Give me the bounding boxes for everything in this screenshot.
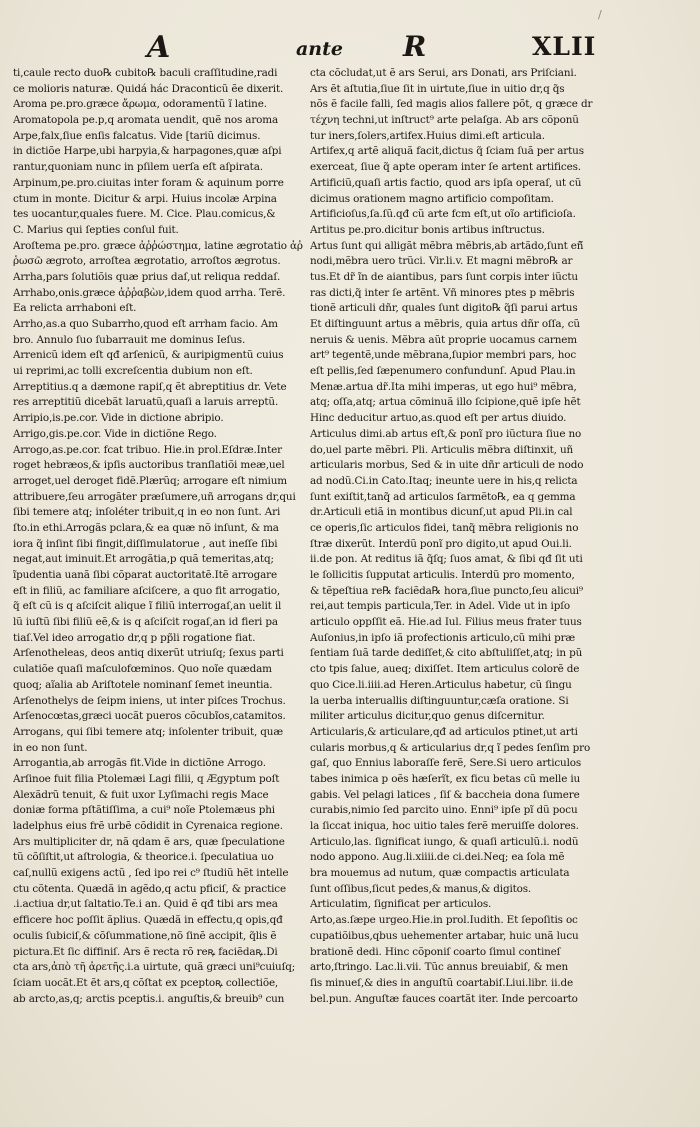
text-line: la ſiccat iniqua, hoc uitio tales ferẽ meruiſſe dolores.: [310, 820, 579, 832]
text-line: doniæ forma pſtãtiſſima, a cui⁹ noĩe Ptolemæus phi: [13, 804, 275, 817]
text-line: Arrogo,as.pe.cor. fcat tribuo. Hie.in prol.Eſdræ.Inter: [13, 443, 282, 456]
text-line: negat,aut iminuit.Et arrogãtia,p quã temeritas,atq;: [13, 553, 274, 566]
text-line: ſto.in ethi.Arrogãs pclara,& ea quæ nõ inſunt, & ma: [13, 521, 279, 534]
left-text-column: [13, 66, 305, 1007]
text-line: Artifex,q artẽ aliquã facit,dictus q̃ ſciam ſuã per artus: [310, 145, 584, 158]
text-line: tus.Et dr̃ ĩn de aiantibus, pars ſunt corpis inter iũctu: [310, 270, 578, 283]
right-text-column: [310, 66, 602, 1007]
text-line: neruis & uenis. Mẽbra aũt proprie uocamus carnem: [310, 333, 577, 346]
text-line: Arrigo,gis.pe.cor. Vide in dictiõne Rego.: [13, 427, 217, 440]
text-line: cta cõcludat,ut ẽ ars Serui, ars Donati, ars Priſciani.: [310, 67, 577, 79]
text-line: Arrogantia,ab arrogãs fit.Vide in dictiõne Arrogo.: [13, 757, 266, 770]
text-line: ab arcto,as,q; arctis pceptis.i. anguſtis,& breuib⁹ cun: [13, 992, 285, 1005]
header-left-letter: A: [147, 30, 171, 65]
text-line: Arpe,falx,ſiue enſis falcatus. Vide [tariũ dicimus.: [13, 129, 261, 142]
text-line: Auſonius,in ipſo iã profectionis articulo,cũ mihi præ: [310, 631, 576, 644]
text-line: tur iners,ſolers,artifex.Huius dimi.eſt articula.: [310, 129, 545, 142]
header-right-letter: R: [403, 30, 427, 63]
text-line: nõs ẽ facile falli, ſed magis alios fallere põt, q græce dr: [310, 98, 593, 111]
text-line: Aroſtema pe.pro. græce ἀῤῥώστημα, latine ægrotatio ἀῤ: [13, 239, 303, 252]
text-line: ce molioris naturæ. Quidá hác Draconticũ ẽe dixerit.: [13, 82, 284, 95]
text-line: brationẽ dedi. Hinc cõponiſ coarto ſimul contineſ: [310, 945, 561, 958]
text-line: Arreptitius.q a dæmone rapiſ,q ẽt abreptitius dr. Vete: [13, 380, 287, 393]
text-line: ii.de pon. At reditus iã q̃ſq; ſuos amat, & ſibi qđ ſit uti: [310, 553, 583, 566]
text-line: dr.Articuli etiã in montibus dicunſ,ut apud Pli.in cal: [310, 506, 573, 519]
text-line: articulo oppſſit eã. Hie.ad Iul. Filius meus frater tuus: [310, 616, 582, 629]
text-line: ſciam uocãt.Et ẽt ars,q cõſtat ex pceptoꝶ collectiõe,: [13, 976, 279, 989]
text-line: Arpinum,pe.pro.ciuitas inter foram & aquinum porre: [13, 176, 284, 189]
text-line: atq; oſſa,atq; artua cõminuã illo ſcipione,quẽ ipſe hẽt: [310, 396, 581, 409]
text-line: C. Marius qui ſepties conſul fuit.: [13, 223, 179, 236]
text-line: dicimus orationem magno artificio compoſitam.: [310, 192, 554, 205]
text-line: ladelphus eius frẽ urbẽ cõdidit in Cyrenaica regione.: [13, 820, 283, 832]
text-line: oculis ſubiciſ,& cõſummatione,nõ ſinẽ accipit, q̃lis ẽ: [13, 929, 277, 942]
text-line: q̃ eſt cũ is q aſciſcit alique ĩ filiũ interrogaſ,an uelit il: [13, 600, 282, 613]
text-line: iora q̃ inſint ſibi fingit,diſſimulatorue , aut ineſſe ſibi: [13, 537, 278, 550]
text-line: .i.actiua dr,ut ſaltatio.Te.i an. Quid ẽ qđ tibi ars mea: [13, 898, 278, 911]
text-line: Artificioſus,ſa.ſũ.qđ cũ arte fcm eſt,ut oĩo artificioſa.: [310, 208, 576, 221]
text-line: tũ cõſiſtit,ut aſtrologia, & theorice.i. ſpeculatiua uo: [13, 851, 274, 864]
text-line: quo Cice.li.iiii.ad Heren.Articulus habetur, cũ ſingu: [310, 678, 572, 691]
text-line: bra mouemus ad nutum, quæ compactis articulata: [310, 867, 570, 880]
corner-mark: /: [598, 8, 602, 21]
text-line: cto tpis ſalue, aueq; dixiſſet. Item articulus colorẽ de: [310, 663, 580, 676]
text-line: in eo non ſunt.: [13, 741, 88, 754]
text-line: ſibi temere atq; inſoléter tribuit,q in eo non ſunt. Ari: [13, 506, 281, 519]
text-line: ras dicti,q̃ inter ſe artẽnt. Vñ minores ptes p mẽbris: [310, 286, 575, 299]
text-line: ſunt exiſtit,tanq̃ ad articulos ſarmẽto℞, ea q gemma: [310, 490, 576, 503]
text-line: eſt pellis,ſed ſæpenumero confundunſ. Apud Plau.in: [310, 365, 576, 378]
text-line: ῥωσῶ ægroto, arroſtea ægrotatio, arroſtos ægrotus.: [13, 255, 281, 268]
text-line: tabes inimica p oẽs hæſerĩt, ex ficu betas cũ melle iu: [310, 772, 581, 785]
text-line: cularis morbus,q & articularius dr,q ĩ pedes ſenſim pro: [310, 741, 591, 754]
header-center-word: ante: [296, 38, 343, 60]
text-line: tionẽ articuli dñr, quales ſunt digito℞ q̃ſi parui artus: [310, 302, 578, 315]
text-line: ui reprimi,ac tolli excreſcentia dubium non eſt.: [13, 365, 253, 378]
text-line: ctu cõtenta. Quædã in agẽdo,q actu pficiſ, & practice: [13, 882, 286, 895]
text-line: ſentiam ſuã tarde dediſſet,& cito abſtuliſſet,atq; in pũ: [310, 647, 583, 660]
folio-number: XLII: [532, 32, 597, 61]
text-line: Articularis,& articulare,qđ ad articulos ptinet,ut arti: [310, 725, 578, 738]
text-line: arto,ſtringo. Lac.li.vii. Tũc annus breuiabiſ, & men: [310, 961, 569, 974]
text-line: ti,caule recto duo℞ cubito℞ baculi craſſitudine,radi: [13, 67, 278, 79]
text-line: ſunt oſſibus,ſicut pedes,& manus,& digitos.: [310, 882, 532, 895]
text-line: nodo appono. Aug.li.xiiii.de ci.dei.Neq; ea ſola mẽ: [310, 851, 565, 864]
text-line: Arrho,as.a quo Subarrho,quod eſt arrham facio. Am: [13, 318, 278, 330]
text-line: Alexãdrũ tenuit, & fuit uxor Lyſimachi regis Mace: [13, 788, 269, 801]
text-line: Ars ẽt aſtutia,ſiue ſit in uirtute,ſiue in uitio dr,q q̃s: [310, 82, 565, 95]
text-line: τέχνη techni,ut inſtruct⁹ arte pelaſga. Ab ars cõponũ: [310, 114, 579, 127]
text-line: & tẽpeſtiua re℞ faciẽda℞ hora,ſiue puncto,ſeu alicui⁹: [310, 584, 583, 597]
text-line: Arſenocœtas,græci uocãt pueros cõcubĩos,catamitos.: [13, 710, 286, 723]
text-line: ĩpudentia uanã ſibi cõparat auctoritatẽ.Itẽ arrogare: [13, 569, 277, 581]
text-line: pictura.Et ſic diffiniſ. Ars ẽ recta rõ reꝶ faciẽdaꝶ.Di: [13, 945, 278, 958]
text-line: Artificiũ,quaſi artis factio, quod ars ipſa operaſ, ut cũ: [310, 176, 582, 189]
text-line: Arrha,pars ſolutiõis quæ prius daſ,ut reliqua reddaſ.: [13, 270, 281, 283]
text-line: Arſenotheleas, deos antiq dixerũt utriuſq; ſexus parti: [13, 647, 284, 660]
text-line: art⁹ tegentẽ,unde mẽbrana,ſupior membri pars, hoc: [310, 349, 577, 362]
text-line: bro. Annulo ſuo ſubarrauit me dominus Ieſus.: [13, 333, 246, 346]
text-line: ctum in monte. Dicitur & arpi. Huius incolæ Arpina: [13, 192, 277, 205]
text-line: Arto,as.ſæpe urgeo.Hie.in prol.Iudith. Et ſepoſitis oc: [310, 914, 578, 927]
text-line: gabis. Vel pelagi latices , ſiſ & baccheia dona ſumere: [310, 788, 580, 801]
text-line: le ſollicitis ſupputat articulis. Interdũ pro momento,: [310, 569, 575, 581]
text-line: Ea relicta arrhaboni eſt.: [13, 302, 137, 315]
text-line: attribuere,ſeu arrogãter præſumere,uñ arrogans dr,qui: [13, 490, 296, 503]
text-line: ce operis,ſic articulos fidei, tanq̃ mẽbra religionis no: [310, 521, 579, 534]
text-line: do,uel parte mẽbri. Pli. Articulis mẽbra diſtinxit, uñ: [310, 443, 574, 456]
text-line: Articulus dimi.ab artus eſt,& ponĩ pro iũctura ſiue no: [310, 427, 582, 440]
text-line: la uerba interuallis diſtinguuntur,cæſa oratione. Si: [310, 694, 569, 707]
text-line: gaſ, quo Ennius laboraſſe ferẽ, Sere.Si uero articulos: [310, 757, 582, 770]
text-line: tiaſ.Vel ideo arrogatio dr,q p pp̃li rogatione fiat.: [13, 631, 256, 644]
text-line: Ars multipliciter dr, nã qdam ẽ ars, quæ ſpeculatione: [13, 835, 285, 848]
text-line: Arſenothelys de ſeipm iniens, ut inter piſces Trochus.: [13, 694, 286, 707]
text-line: nodi,mẽbra uero trũci. Vir.li.v. Et magni mẽbro℞ ar: [310, 255, 573, 268]
text-line: rei,aut tempis particula,Ter. in Adel. Vide ut in ipſo: [310, 600, 571, 613]
text-line: quoq; aĩalia ab Ariſtotele nominanſ ſemet ineuntia.: [13, 678, 273, 691]
text-line: militer articulus dicitur,quo genus diſcernitur.: [310, 710, 545, 723]
text-line: Arrhabo,onis.græce ἀῤῥαβὼν,idem quod arrha. Terẽ.: [13, 286, 286, 299]
text-line: Arſinoe fuit filia Ptolemæi Lagi filii, q Ægyptum poſt: [13, 772, 280, 785]
text-line: efficere hoc poſſit ãplius. Quædã in effectu,q opis,qđ: [13, 914, 283, 927]
text-line: Articulo,las. ſignificat iungo, & quaſi articulũ.i. nodũ: [310, 835, 579, 848]
text-line: ſtræ dixerũt. Interdũ ponĩ pro digito,ut apud Oui.li.: [310, 537, 572, 550]
text-line: Arrenicũ idem eſt qđ arſenicũ, & auripigmentũ cuius: [13, 349, 284, 362]
text-line: ad nodũ.Ci.in Cato.Itaq; ineunte uere in his,q relicta: [310, 474, 578, 487]
text-line: Artus ſunt qui alligãt mẽbra mẽbris,ab artãdo,ſunt eñ̃: [310, 239, 584, 252]
text-line: Hinc deducitur artuo,as.quod eſt per artus diuido.: [310, 412, 567, 425]
text-line: articularis morbus, Sed & in uite dñr articuli de nodo: [310, 459, 584, 472]
text-line: exerceat, ſiue q̃ apte operam inter ſe artent artifices.: [310, 161, 581, 174]
text-line: curabis,nimio ſed parcito uino. Enni⁹ ipſe pĩ dũ pocu: [310, 804, 578, 817]
text-line: Menæ.artua dr̃.Ita mihi imperas, ut ego hui⁹ mẽbra,: [310, 380, 577, 393]
text-line: tes uocantur,quales fuere. M. Cice. Plau.comicus,&: [13, 208, 276, 221]
text-line: arroget,uel deroget fidẽ.Plærũq; arrogare eſt nimium: [13, 474, 287, 487]
text-line: caſ,nullũ exigens actũ , ſed ipo rei c⁹ ſtudiũ hẽt intelle: [13, 867, 289, 880]
text-line: Aroma pe.pro.græce ἄρωμα, odoramentũ ĩ latine.: [13, 98, 267, 111]
text-line: cupatiõibus,qbus uehementer artabar, huic unã lucu: [310, 929, 579, 942]
text-line: res arreptitiũ dicebãt laruatũ,quaſi a laruis arreptũ.: [13, 396, 279, 409]
text-line: bel.pun. Anguſtæ fauces coartãt iter. Inde percoarto: [310, 992, 578, 1005]
text-line: roget hebræos,& ipſis auctoribus tranſlatiõi meæ,uel: [13, 459, 285, 472]
text-line: Aromatopola pe.p,q aromata uendit, quẽ nos aroma: [13, 114, 279, 127]
text-line: Arrogans, qui ſibi temere atq; inſolenter tribuit, quæ: [13, 725, 283, 738]
text-line: Articulatim, ſignificat per articulos.: [310, 898, 492, 911]
text-line: Et diſtinguunt artus a mẽbris, quia artus dñr oſſa, cũ: [310, 318, 580, 330]
text-line: eſt in filiũ, ac familiare aſciſcere, a quo fit arrogatio,: [13, 584, 281, 597]
text-line: Arripio,is.pe.cor. Vide in dictione abripio.: [13, 412, 224, 425]
running-header: [0, 30, 700, 64]
text-line: Artitus pe.pro.dicitur bonis artibus inſtructus.: [310, 223, 545, 236]
text-line: ſis minueſ,& dies in anguſtũ coartabiſ.Liui.libr. ii.de: [310, 976, 574, 989]
text-line: in dictiõe Harpe,ubi harpyia,& harpagones,quæ aſpi: [13, 145, 282, 158]
text-line: rantur,quoniam nunc in pſilem uerſa eſt aſpirata.: [13, 161, 263, 174]
text-line: culatiõe quaſi maſculofœminos. Quo noĩe quædam: [13, 663, 272, 676]
text-line: lũ iuſtũ ſibi filiũ eẽ,& is q aſciſcit rogaſ,an id fieri pa: [13, 616, 278, 629]
text-line: cta ars,ἀπὸ τῆ ἀρετῆς.i.a uirtute, quã græci uni⁹cuiuſq;: [13, 961, 296, 974]
